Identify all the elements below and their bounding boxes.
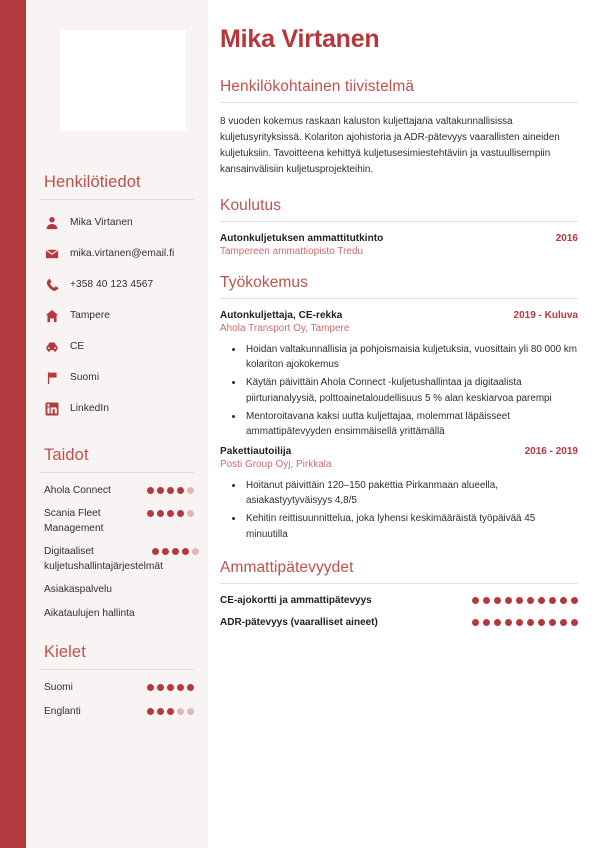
divider bbox=[220, 298, 578, 299]
summary-heading: Henkilökohtainen tiivistelmä bbox=[220, 77, 415, 95]
linkedin-icon bbox=[44, 401, 59, 416]
skills-list bbox=[40, 484, 194, 621]
contact-text: +358 40 123 4567 bbox=[70, 278, 154, 290]
rating-dot bbox=[483, 619, 491, 627]
experience-entry bbox=[220, 310, 578, 440]
bullet-item: • Kehitin reittisuunnittelua, joka lyhensi keskimääräistä työpäivää 45 minuutilla bbox=[244, 511, 578, 542]
experience-heading: Työkokemus bbox=[220, 273, 309, 291]
rating-dot bbox=[538, 597, 546, 605]
entry-bullets bbox=[220, 342, 578, 440]
education-section bbox=[220, 197, 578, 257]
entry-subtitle: Ahola Transport Oy, Tampere bbox=[220, 322, 350, 334]
contact-row[interactable] bbox=[40, 397, 194, 420]
certifications-list bbox=[220, 595, 578, 628]
divider bbox=[220, 221, 578, 222]
rating-dot bbox=[182, 548, 189, 555]
entry-title: Autonkuljettaja, CE-rekka bbox=[220, 309, 343, 321]
rating-dot bbox=[483, 597, 491, 605]
rating-dot bbox=[177, 684, 184, 691]
rating-dot bbox=[560, 597, 568, 605]
sidebar bbox=[26, 0, 208, 848]
rating-dot bbox=[177, 510, 184, 517]
rating-dot bbox=[152, 548, 159, 555]
divider bbox=[220, 102, 578, 103]
divider bbox=[40, 669, 194, 670]
skill-row bbox=[40, 484, 194, 498]
entry-bullets bbox=[220, 478, 578, 542]
rating-dots bbox=[147, 507, 194, 517]
person-icon bbox=[44, 215, 59, 230]
skills-section bbox=[40, 446, 194, 621]
profile-photo-placeholder bbox=[60, 30, 186, 131]
rating-dot bbox=[472, 619, 480, 627]
skill-name: Ahola Connect bbox=[44, 485, 111, 496]
contact-text: Mika Virtanen bbox=[70, 216, 133, 228]
skill-row bbox=[40, 607, 194, 621]
rating-dot bbox=[147, 684, 154, 691]
bullet-item: • Hoitanut päivittäin 120–150 pakettia Pirkanmaan alueella, asiakastyytyväisyys 4,8/5 bbox=[244, 478, 578, 509]
entry-header bbox=[220, 233, 578, 244]
rating-dot bbox=[147, 510, 154, 517]
rating-dot bbox=[187, 487, 194, 494]
rating-dot bbox=[167, 684, 174, 691]
rating-dot bbox=[505, 619, 513, 627]
entry-header bbox=[220, 446, 578, 457]
accent-bar bbox=[0, 0, 26, 848]
rating-dots bbox=[152, 545, 199, 555]
certifications-section bbox=[220, 559, 578, 628]
certification-row bbox=[220, 617, 578, 628]
languages-heading: Kielet bbox=[44, 643, 86, 662]
rating-dot bbox=[147, 708, 154, 715]
bullet-item: • Hoidan valtakunnallisia ja pohjoismaisia kuljetuksia, vuosittain yli 80 000 km kolariton ajokokemus bbox=[244, 342, 578, 373]
contact-text: Tampere bbox=[70, 309, 110, 321]
contact-text: mika.virtanen@email.fi bbox=[70, 247, 175, 259]
education-heading: Koulutus bbox=[220, 196, 282, 214]
summary-section bbox=[220, 78, 578, 178]
rating-dots bbox=[472, 597, 579, 605]
education-entries bbox=[220, 233, 578, 257]
contact-list bbox=[40, 211, 194, 420]
rating-dot bbox=[472, 597, 480, 605]
rating-dot bbox=[162, 548, 169, 555]
contact-row[interactable] bbox=[40, 366, 194, 389]
rating-dots bbox=[472, 619, 579, 627]
contact-row[interactable] bbox=[40, 242, 194, 265]
personal-details-heading: Henkilötiedot bbox=[44, 173, 141, 191]
entry-header bbox=[220, 310, 578, 321]
contact-text: Suomi bbox=[70, 371, 100, 383]
rating-dot bbox=[172, 548, 179, 555]
rating-dot bbox=[157, 487, 164, 494]
rating-dot bbox=[157, 510, 164, 517]
rating-dots bbox=[147, 484, 194, 494]
rating-dot bbox=[538, 619, 546, 627]
bullet-item: • Käytän päivittäin Ahola Connect -kuljetushallintaa ja digitaalista piirturianalyysiä, polttoainetaloudellisuus 5 % alan keskiarvoa parempi bbox=[244, 375, 578, 406]
contact-row[interactable] bbox=[40, 211, 194, 234]
rating-dot bbox=[187, 684, 194, 691]
skill-name: Digitaaliset kuljetushallintajärjestelmät bbox=[44, 546, 163, 572]
rating-dot bbox=[494, 619, 502, 627]
rating-dot bbox=[549, 597, 557, 605]
rating-dot bbox=[167, 487, 174, 494]
envelope-icon bbox=[44, 246, 59, 261]
rating-dot bbox=[177, 487, 184, 494]
summary-text: 8 vuoden kokemus raskaan kaluston kuljettajana valtakunnallisissa kuljetusyrityksissä. Kolariton ajohistoria ja ADR-pätevyys vaarallisten aineiden kuljetuksiin. Tavoitteena kehittyä kuljetusesimiestehtäviin ja vastuullisempiin kansainvälisiin kuljetusprojekteihin. bbox=[220, 115, 560, 175]
rating-dot bbox=[167, 708, 174, 715]
experience-entries bbox=[220, 310, 578, 542]
rating-dot bbox=[516, 597, 524, 605]
rating-dot bbox=[157, 684, 164, 691]
rating-dot bbox=[192, 548, 199, 555]
skill-row bbox=[40, 583, 194, 597]
main-content bbox=[208, 0, 600, 848]
language-row bbox=[40, 705, 194, 719]
bullet-item: • Mentoroitavana kaksi uutta kuljettajaa, molemmat läpäisseet ammattipätevyyden ensimmäisellä yrittämällä bbox=[244, 409, 578, 440]
rating-dot bbox=[157, 708, 164, 715]
candidate-name: Mika Virtanen bbox=[220, 25, 380, 53]
education-entry bbox=[220, 233, 578, 257]
rating-dots bbox=[147, 705, 194, 715]
contact-text: LinkedIn bbox=[70, 402, 109, 414]
rating-dot bbox=[147, 487, 154, 494]
rating-dot bbox=[187, 510, 194, 517]
entry-subtitle: Tampereen ammattiopisto Tredu bbox=[220, 245, 364, 257]
phone-icon bbox=[44, 277, 59, 292]
home-icon bbox=[44, 308, 59, 323]
skill-name: Aikataulujen hallinta bbox=[44, 607, 135, 619]
divider bbox=[40, 472, 194, 473]
rating-dot bbox=[571, 619, 579, 627]
contact-text: CE bbox=[70, 340, 85, 352]
contact-row[interactable] bbox=[40, 335, 194, 358]
certification-name: ADR-pätevyys (vaaralliset aineet) bbox=[220, 617, 378, 629]
entry-date: 2016 - 2019 bbox=[524, 445, 578, 457]
divider bbox=[40, 199, 194, 200]
contact-row[interactable] bbox=[40, 304, 194, 327]
experience-entry bbox=[220, 446, 578, 542]
entry-date: 2016 bbox=[555, 232, 578, 244]
divider bbox=[220, 583, 578, 584]
flag-icon bbox=[44, 370, 59, 385]
contact-row[interactable] bbox=[40, 273, 194, 296]
languages-list bbox=[40, 681, 194, 719]
language-name: Englanti bbox=[44, 705, 81, 717]
skills-heading: Taidot bbox=[44, 446, 89, 464]
photo-container bbox=[40, 0, 194, 131]
rating-dot bbox=[177, 708, 184, 715]
rating-dot bbox=[527, 619, 535, 627]
certification-row bbox=[220, 595, 578, 606]
entry-title: Pakettiautoilija bbox=[220, 445, 292, 457]
language-row bbox=[40, 681, 194, 695]
entry-title: Autonkuljetuksen ammattitutkinto bbox=[220, 232, 384, 244]
rating-dot bbox=[571, 597, 579, 605]
certifications-heading: Ammattipätevyydet bbox=[220, 559, 354, 577]
car-icon bbox=[44, 339, 59, 354]
language-name: Suomi bbox=[44, 682, 73, 694]
rating-dot bbox=[560, 619, 568, 627]
rating-dot bbox=[167, 510, 174, 517]
certification-name: CE-ajokortti ja ammattipätevyys bbox=[220, 595, 372, 607]
rating-dot bbox=[187, 708, 194, 715]
rating-dots bbox=[147, 681, 194, 691]
entry-date: 2019 - Kuluva bbox=[513, 309, 578, 321]
rating-dot bbox=[527, 597, 535, 605]
skill-name: Scania Fleet Management bbox=[44, 508, 104, 534]
skill-row bbox=[40, 545, 194, 574]
rating-dot bbox=[494, 597, 502, 605]
rating-dot bbox=[505, 597, 513, 605]
rating-dot bbox=[549, 619, 557, 627]
skill-name: Asiakaspalvelu bbox=[44, 584, 112, 596]
entry-subtitle: Posti Group Oyj, Pirkkala bbox=[220, 458, 332, 470]
skill-row bbox=[40, 507, 194, 536]
rating-dot bbox=[516, 619, 524, 627]
languages-section bbox=[40, 643, 194, 719]
experience-section bbox=[220, 274, 578, 542]
personal-details-section bbox=[40, 173, 194, 420]
